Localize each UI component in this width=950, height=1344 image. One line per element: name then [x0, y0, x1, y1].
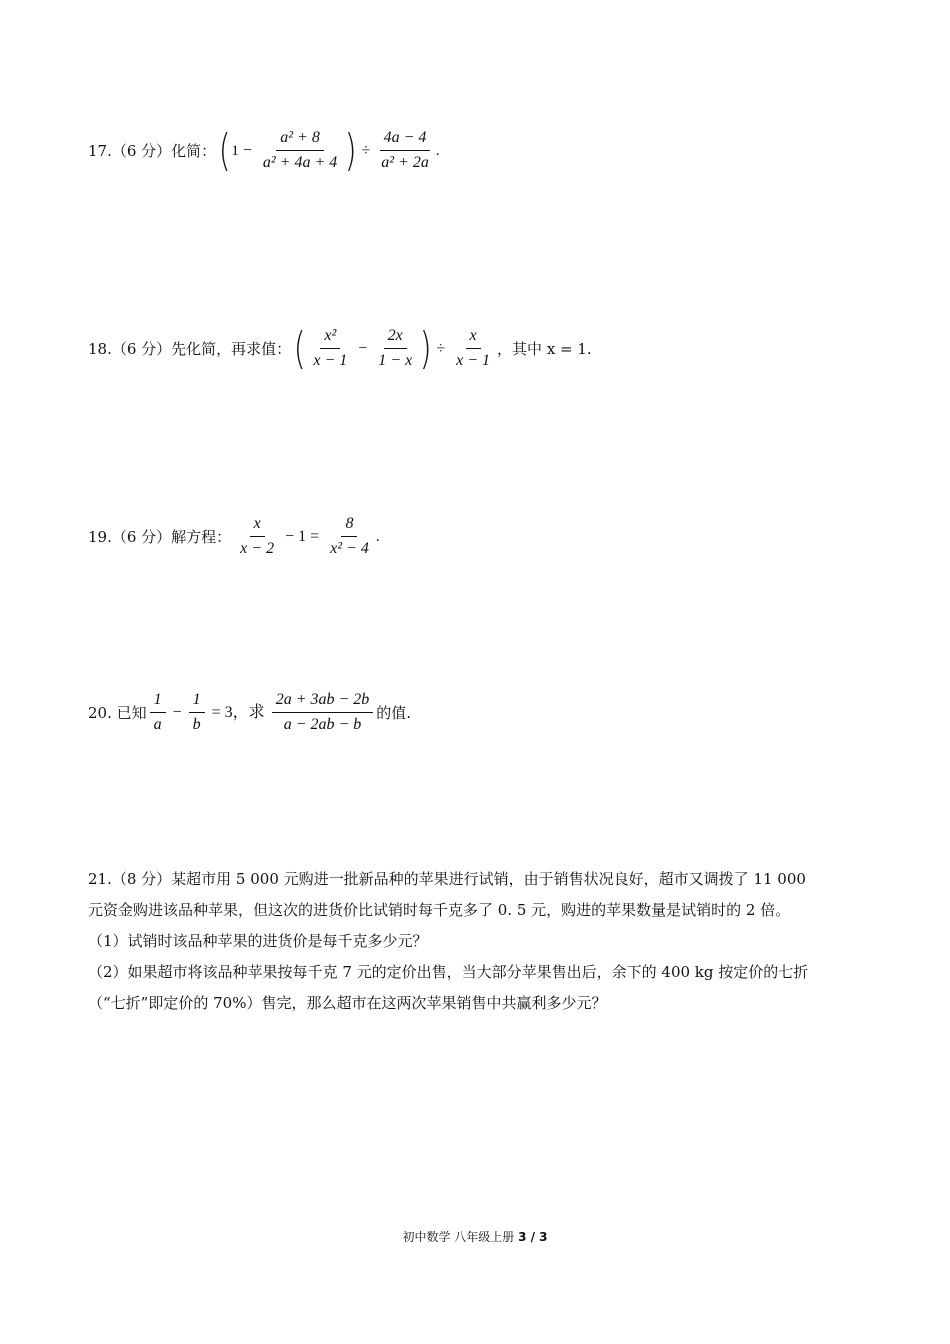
q18-minus: − — [358, 339, 368, 357]
footer-text: 初中数学 八年级上册 — [402, 1230, 519, 1244]
q17-fraction-2 — [377, 128, 433, 173]
q20-f2-denominator: b — [192, 716, 201, 733]
q17-minus: − — [242, 141, 252, 159]
page-footer — [0, 1228, 950, 1245]
q20-tail: 的值. — [376, 703, 412, 722]
q20-f1-numerator: 1 — [150, 690, 166, 713]
q18-f3-numerator: x — [466, 326, 481, 349]
question-17 — [88, 124, 440, 176]
q18-fraction-1 — [309, 326, 351, 371]
q18-divide: ÷ — [436, 339, 446, 357]
q21-line-3: （1）试销时该品种苹果的进货价是每千克多少元？ — [88, 932, 428, 950]
question-17-label: 17.（6 分）化简： — [88, 141, 217, 160]
question-19 — [88, 514, 380, 559]
q21-line-2: 元资金购进该品种苹果，但这次的进货价比试销时每千克多了 0. 5 元，购进的苹果数量是试销时的 2 倍。 — [88, 901, 791, 919]
left-paren: ( — [218, 124, 231, 176]
q18-f3-denominator: x − 1 — [456, 352, 491, 369]
question-19-label: 19.（6 分）解方程： — [88, 527, 232, 546]
right-paren: ) — [344, 124, 357, 176]
left-paren: ( — [293, 322, 306, 374]
q19-f1-denominator: x − 2 — [240, 540, 275, 557]
right-paren: ) — [419, 322, 432, 374]
q17-f1-denominator: a² + 4a + 4 — [262, 154, 338, 171]
q20-f1-denominator: a — [153, 716, 162, 733]
q20-minus: − — [172, 703, 182, 721]
q19-f1-numerator: x — [250, 514, 265, 537]
q21-line-1: 21.（8 分）某超市用 5 000 元购进一批新品种的苹果进行试销，由于销售状况良好，超市又调拨了 11 000 — [88, 870, 806, 888]
q17-one: 1 — [231, 142, 239, 159]
q19-f2-numerator: 8 — [341, 514, 357, 537]
q18-f1-numerator: x² — [320, 326, 340, 349]
q20-f3-numerator: 2a + 3ab − 2b — [272, 690, 374, 713]
page-number: 3 / 3 — [518, 1230, 548, 1244]
q20-fraction-3 — [272, 690, 374, 735]
q18-fraction-2 — [374, 326, 416, 371]
q17-period: . — [435, 142, 440, 159]
question-20-label: 20. 已知 — [88, 703, 147, 722]
q19-fraction-2 — [326, 514, 373, 559]
question-20 — [88, 690, 411, 735]
q18-f2-numerator: 2x — [384, 326, 407, 349]
q17-f1-numerator: a² + 8 — [276, 128, 324, 151]
q20-equals: = 3，求 — [211, 703, 265, 721]
q20-f3-denominator: a − 2ab − b — [283, 716, 362, 733]
q20-f2-numerator: 1 — [189, 690, 205, 713]
q18-f2-denominator: 1 − x — [378, 352, 413, 369]
q17-f2-denominator: a² + 2a — [381, 154, 429, 171]
question-18-label: 18.（6 分）先化简，再求值： — [88, 339, 292, 358]
q19-fraction-1 — [236, 514, 278, 559]
q21-line-5: （“七折”即定价的 70%）售完，那么超市在这两次苹果销售中共赢利多少元？ — [88, 994, 607, 1012]
q21-line-4: （2）如果超市将该品种苹果按每千克 7 元的定价出售，当大部分苹果售出后，余下的 400 kg 按定价的七折 — [88, 963, 809, 981]
q17-divide: ÷ — [361, 141, 371, 159]
q18-tail: ，其中 x = 1. — [497, 339, 592, 358]
q17-f2-numerator: 4a − 4 — [380, 128, 431, 151]
question-18 — [88, 322, 592, 374]
q19-f2-denominator: x² − 4 — [330, 540, 369, 557]
q20-fraction-1 — [150, 690, 166, 735]
q19-middle: − 1 = — [285, 527, 320, 545]
q18-fraction-3 — [452, 326, 494, 371]
q20-fraction-2 — [189, 690, 205, 735]
q18-f1-denominator: x − 1 — [313, 352, 348, 369]
q17-fraction-1 — [259, 128, 341, 173]
question-21 — [88, 864, 878, 1019]
q19-period: . — [375, 528, 380, 545]
